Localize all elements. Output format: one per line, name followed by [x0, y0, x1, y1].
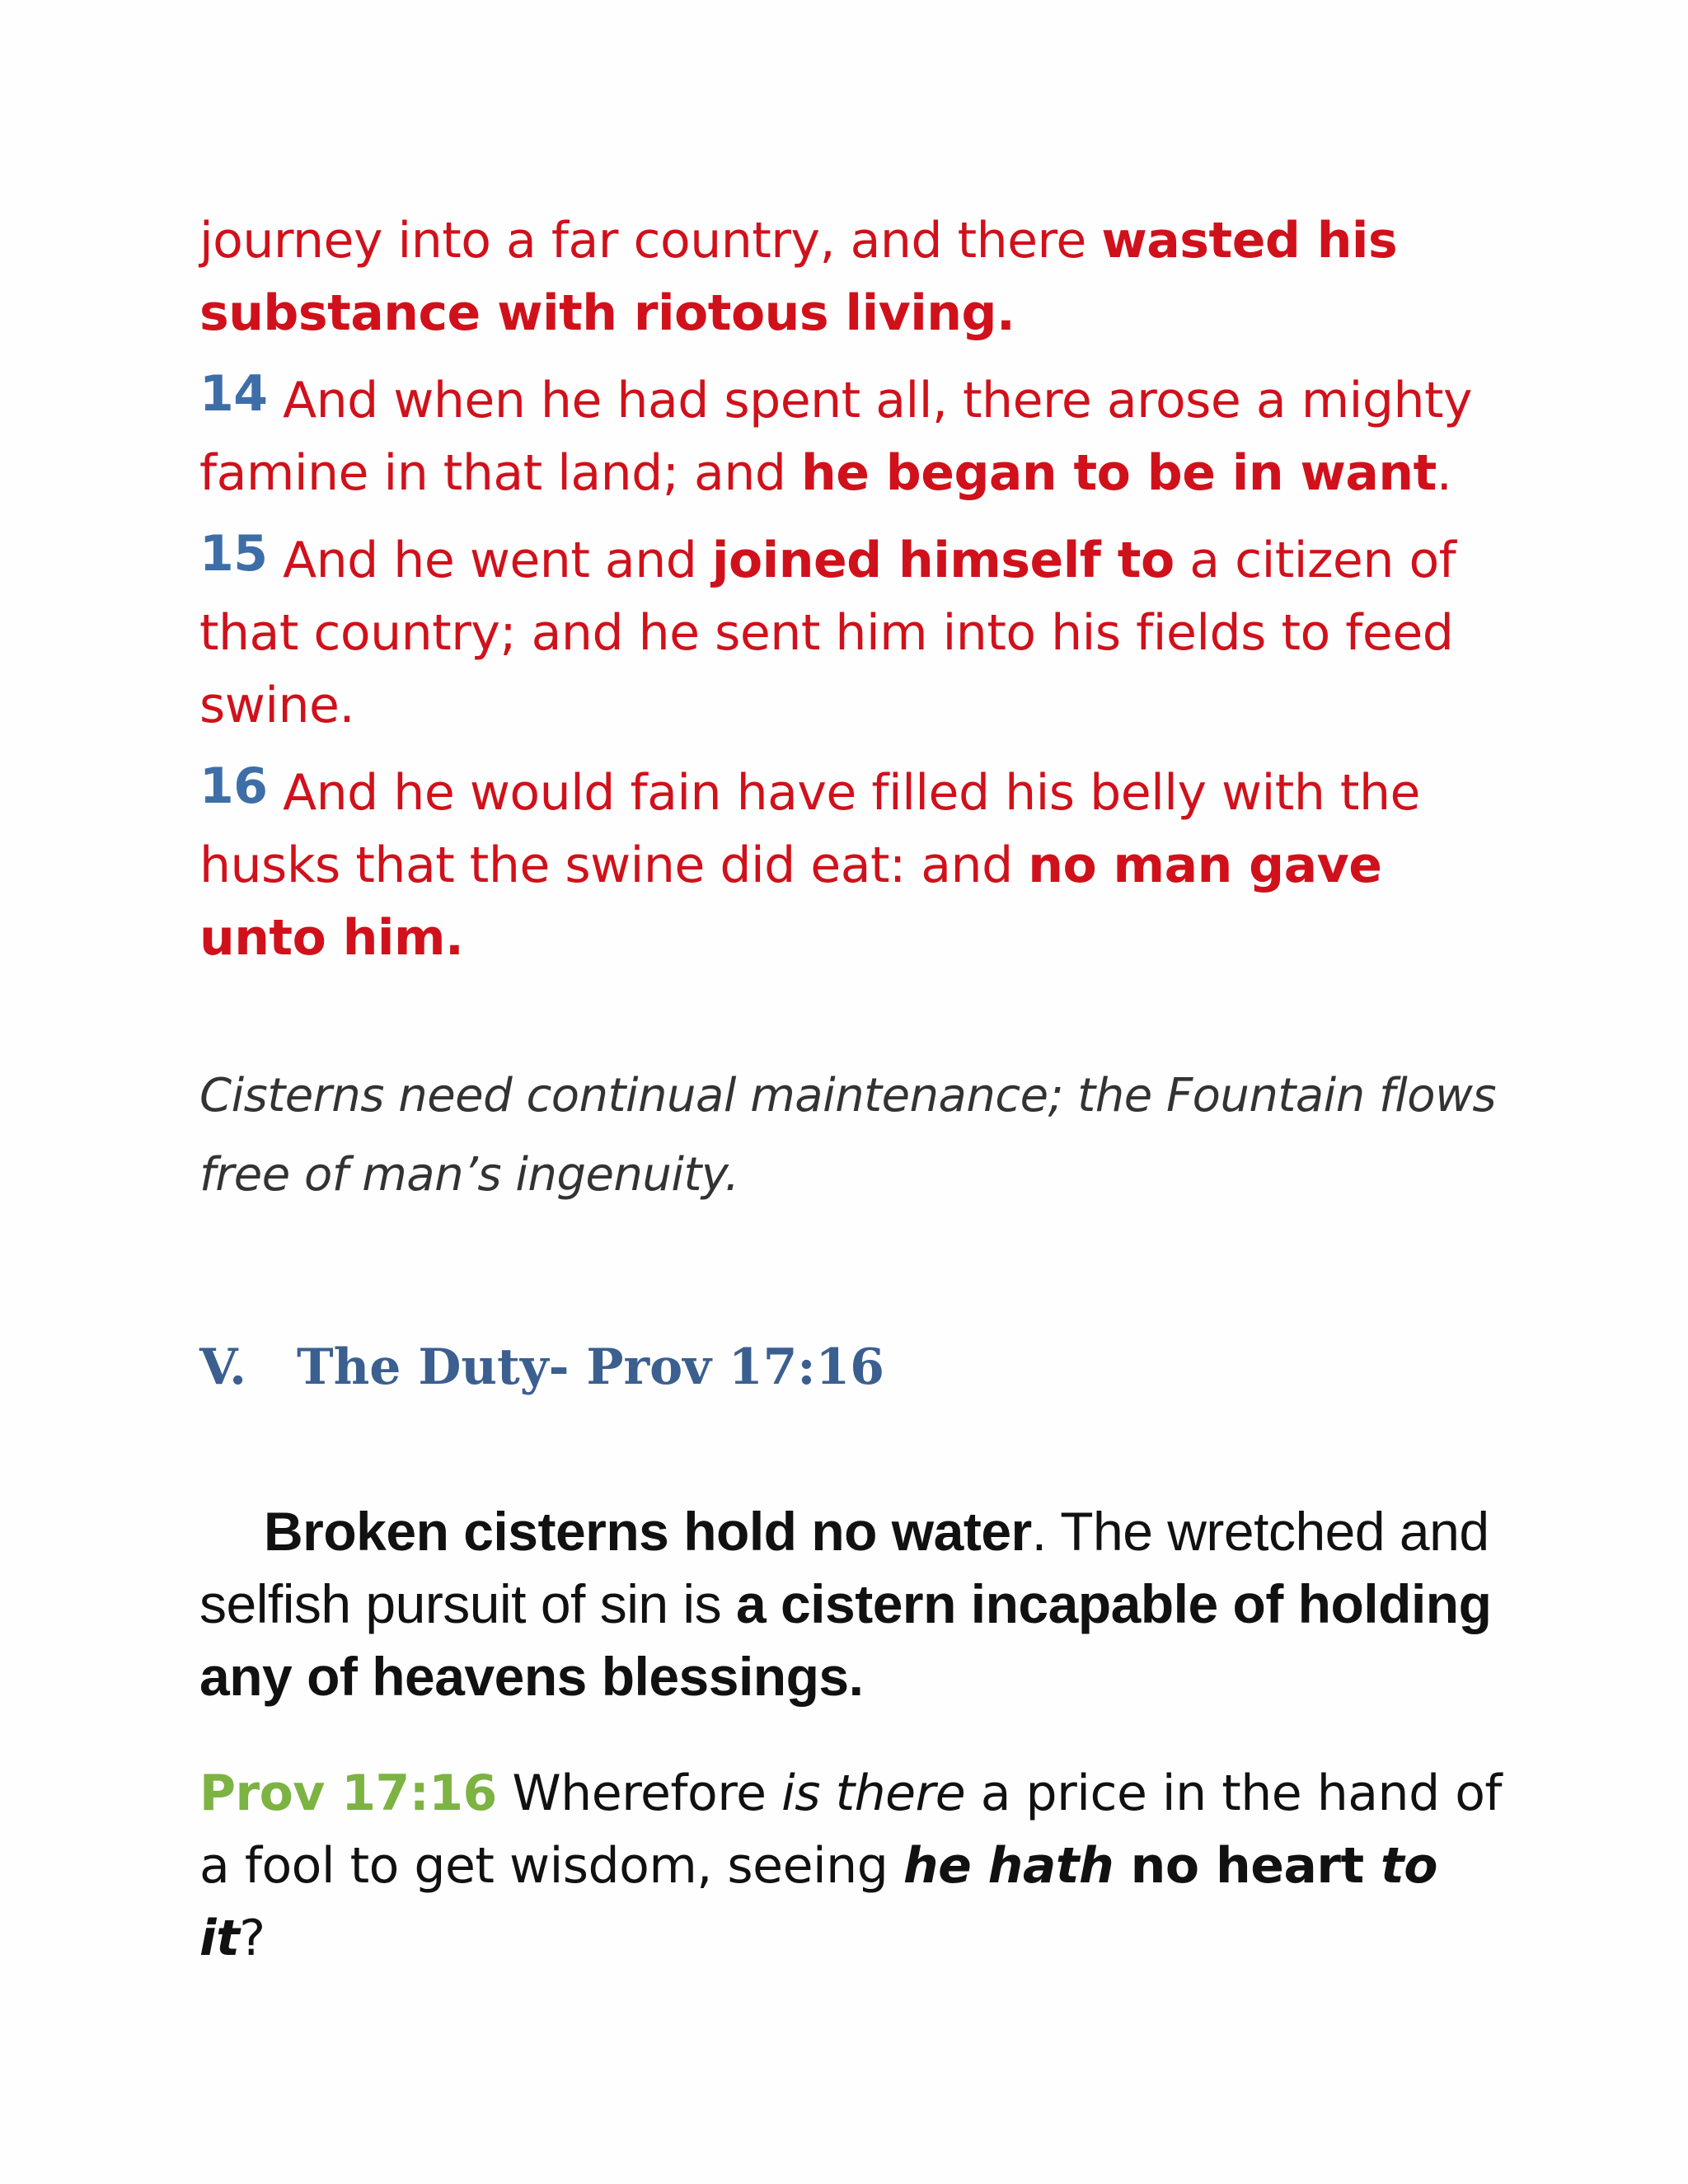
verse-emphasis: he began to be in want — [801, 444, 1437, 502]
verse-15 — [199, 524, 1518, 742]
verse-number: 16 — [199, 757, 268, 815]
verse-14 — [199, 364, 1518, 509]
verse-text: . — [1436, 444, 1452, 502]
verse-16 — [199, 757, 1518, 974]
proverb-verse — [199, 1757, 1518, 1975]
section-numeral: V. — [199, 1338, 246, 1396]
italic-quote: Cisterns need continual maintenance; the Fountain flows free of man’s ingenuity. — [199, 1069, 1497, 1202]
scripture-passage — [199, 204, 1518, 974]
verse-bold-italic: to it — [199, 1837, 1437, 1967]
section-heading — [199, 1338, 1518, 1396]
body-paragraph — [199, 1495, 1518, 1713]
verse-emphasis: no man gave unto him. — [199, 837, 1382, 967]
verse-text: ? — [239, 1910, 265, 1967]
verse-number: 15 — [199, 525, 268, 583]
verse-bold-italic: he hath — [903, 1837, 1114, 1895]
verse-text: And he would fain have filled his belly with the husks that the swine did eat: and — [199, 764, 1420, 894]
verse-text: Wherefore — [496, 1765, 782, 1822]
verse-13-continuation — [199, 204, 1518, 349]
verse-text: journey into a far country, and there — [199, 212, 1102, 269]
paragraph-emphasis: Broken cisterns hold no water — [264, 1501, 1032, 1562]
paragraph-emphasis: a cistern incapable of holding any of heavens blessings. — [199, 1573, 1492, 1707]
paragraph-text: . The wretched and selfish pursuit of sin is — [199, 1501, 1489, 1634]
verse-text: a price in the hand of a fool to get wisdom, seeing — [199, 1765, 1503, 1895]
verse-emphasis: joined himself to — [711, 532, 1175, 589]
verse-text: And he went and — [267, 532, 712, 589]
section-title: The Duty- Prov 17:16 — [297, 1338, 884, 1396]
verse-italic: is there — [781, 1765, 966, 1822]
verse-text: And when he had spent all, there arose a mighty famine in that land; and — [199, 372, 1472, 502]
verse-text: a citizen of that country; and he sent him into his fields to feed swine. — [199, 532, 1456, 734]
verse-bold: no heart — [1114, 1837, 1381, 1895]
page-content — [199, 204, 1518, 1975]
verse-reference: Prov 17:16 — [199, 1765, 497, 1822]
verse-number: 14 — [199, 365, 268, 423]
verse-emphasis: wasted his substance with riotous living. — [199, 212, 1398, 342]
